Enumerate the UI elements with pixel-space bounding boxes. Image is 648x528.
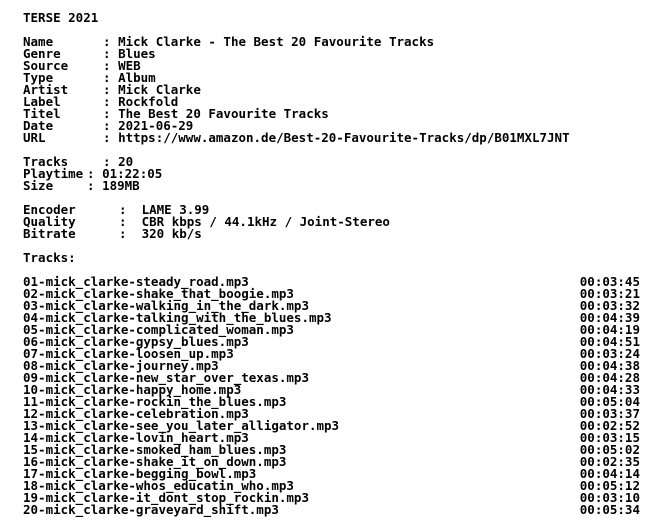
info-value: Mick Clarke <box>118 82 201 97</box>
info-key: Titel <box>23 106 61 121</box>
encoding-key: Bitrate <box>23 226 76 241</box>
track-filename: 15-mick_clarke-smoked_ham_blues.mp3 <box>23 442 287 457</box>
stats-sep: : <box>87 166 95 181</box>
track-filename: 16-mick_clarke-shake_it_on_down.mp3 <box>23 454 287 469</box>
stats-value: 01:22:05 <box>102 166 163 181</box>
info-key: Date <box>23 118 54 133</box>
info-value: Album <box>118 70 156 85</box>
info-sep: : <box>103 130 111 145</box>
track-filename: 13-mick_clarke-see_you_later_alligator.mp3 <box>23 418 340 433</box>
track-filename: 01-mick_clarke-steady_road.mp3 <box>23 274 249 289</box>
track-duration: 00:04:14 <box>579 466 640 481</box>
track-duration: 00:04:19 <box>579 322 640 337</box>
info-value: Rockfold <box>118 94 179 109</box>
track-filename: 07-mick_clarke-loosen_up.mp3 <box>23 346 234 361</box>
info-key: Label <box>23 94 61 109</box>
track-duration: 00:03:37 <box>579 406 640 421</box>
track-duration: 00:04:51 <box>579 334 640 349</box>
track-list <box>23 276 643 516</box>
stats-key: Size <box>23 178 54 193</box>
track-duration: 00:02:52 <box>579 418 640 433</box>
info-value: Blues <box>118 46 156 61</box>
track-filename: 02-mick_clarke-shake_that_boogie.mp3 <box>23 286 294 301</box>
track-duration: 00:02:35 <box>579 454 640 469</box>
track-duration: 00:05:04 <box>579 394 640 409</box>
nfo-document <box>23 12 643 516</box>
track-duration: 00:04:39 <box>579 310 640 325</box>
info-row-url <box>23 132 643 144</box>
info-value: https://www.amazon.de/Best-20-Favourite-Tracks/dp/B01MXL7JNT <box>118 130 570 145</box>
track-filename: 05-mick_clarke-complicated_woman.mp3 <box>23 322 294 337</box>
encoding-value: LAME 3.99 <box>141 202 210 217</box>
stats-value: 189MB <box>102 178 140 193</box>
info-value: 2021-06-29 <box>118 118 194 133</box>
track-filename: 04-mick_clarke-talking_with_the_blues.mp3 <box>23 310 332 325</box>
info-key: URL <box>23 130 46 145</box>
info-sep: : <box>103 94 111 109</box>
track-duration: 00:04:38 <box>579 358 640 373</box>
track-filename: 17-mick_clarke-begging_bowl.mp3 <box>23 466 257 481</box>
info-key: Genre <box>23 46 61 61</box>
track-duration: 00:03:15 <box>579 430 640 445</box>
info-sep: : <box>103 106 111 121</box>
encoding-key: Quality <box>23 214 76 229</box>
encoding-row-quality <box>23 216 643 228</box>
spacer <box>23 240 643 252</box>
track-row <box>23 504 640 516</box>
info-sep: : <box>103 46 111 61</box>
track-filename: 09-mick_clarke-new_star_over_texas.mp3 <box>23 370 309 385</box>
track-filename: 19-mick_clarke-it_dont_stop_rockin.mp3 <box>23 490 309 505</box>
stats-sep: : <box>87 178 95 193</box>
info-key: Name <box>23 34 54 49</box>
spacer <box>23 192 643 204</box>
track-filename: 18-mick_clarke-whos_educatin_who.mp3 <box>23 478 294 493</box>
info-key: Type <box>23 70 54 85</box>
track-duration: 00:04:28 <box>579 370 640 385</box>
stats-key: Tracks <box>23 154 69 169</box>
info-key: Source <box>23 58 69 73</box>
track-filename: 14-mick_clarke-lovin_heart.mp3 <box>23 430 249 445</box>
encoding-sep: : <box>119 202 127 217</box>
track-duration: 00:03:10 <box>579 490 640 505</box>
stats-block <box>23 156 643 192</box>
encoding-sep: : <box>119 226 127 241</box>
track-filename: 10-mick_clarke-happy_home.mp3 <box>23 382 242 397</box>
info-value: Mick Clarke - The Best 20 Favourite Tracks <box>118 34 435 49</box>
info-sep: : <box>103 118 111 133</box>
track-duration: 00:03:21 <box>579 286 640 301</box>
encoding-row-bitrate <box>23 228 643 240</box>
encoding-sep: : <box>119 214 127 229</box>
document-title: TERSE 2021 <box>23 12 99 24</box>
info-value: The Best 20 Favourite Tracks <box>118 106 329 121</box>
track-filename: 08-mick_clarke-journey.mp3 <box>23 358 219 373</box>
stats-sep: : <box>103 154 111 169</box>
stats-key: Playtime <box>23 166 84 181</box>
track-duration: 00:03:24 <box>579 346 640 361</box>
track-duration: 00:03:32 <box>579 298 640 313</box>
tracks-heading: Tracks: <box>23 252 76 264</box>
track-filename: 12-mick_clarke-celebration.mp3 <box>23 406 249 421</box>
encoding-block <box>23 204 643 240</box>
track-duration: 00:03:45 <box>579 274 640 289</box>
release-info-block <box>23 36 643 144</box>
stats-value: 20 <box>118 154 134 169</box>
encoding-key: Encoder <box>23 202 76 217</box>
info-sep: : <box>103 34 111 49</box>
track-duration: 00:04:33 <box>579 382 640 397</box>
info-sep: : <box>103 58 111 73</box>
info-key: Artist <box>23 82 69 97</box>
info-value: WEB <box>118 58 141 73</box>
track-filename: 11-mick_clarke-rockin_the_blues.mp3 <box>23 394 287 409</box>
track-filename: 03-mick_clarke-walking_in_the_dark.mp3 <box>23 298 309 313</box>
encoding-value: CBR kbps / 44.1kHz / Joint-Stereo <box>141 214 390 229</box>
track-filename: 06-mick_clarke-gypsy_blues.mp3 <box>23 334 249 349</box>
track-filename: 20-mick_clarke-graveyard_shift.mp3 <box>23 502 279 517</box>
info-sep: : <box>103 82 111 97</box>
encoding-value: 320 kb/s <box>141 226 202 241</box>
track-duration: 00:05:02 <box>579 442 640 457</box>
track-duration: 00:05:34 <box>579 502 640 517</box>
track-duration: 00:05:12 <box>579 478 640 493</box>
stats-row-size <box>23 180 643 192</box>
info-sep: : <box>103 70 111 85</box>
